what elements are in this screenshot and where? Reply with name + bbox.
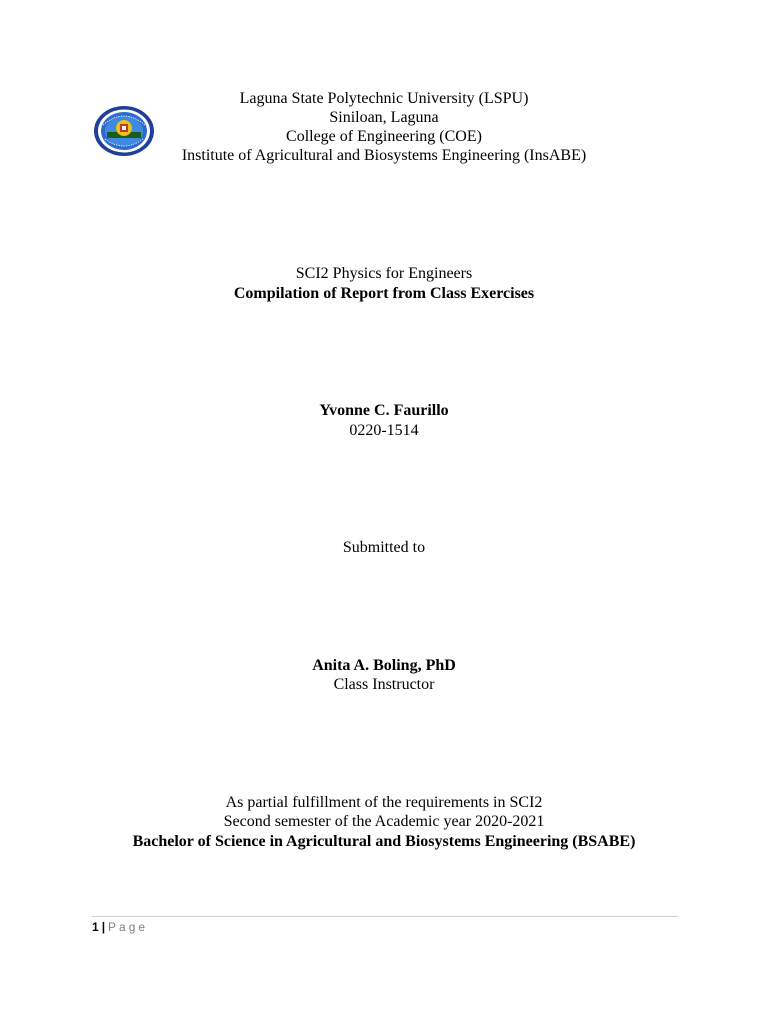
report-title: Compilation of Report from Class Exercises <box>233 285 535 302</box>
fulfillment-statement: As partial fulfillment of the requirements in SCI2 <box>225 794 543 811</box>
instructor-role: Class Instructor <box>333 676 435 693</box>
page-number: 1 <box>92 920 99 934</box>
academic-year: Second semester of the Academic year 2020-2021 <box>223 813 545 830</box>
submitted-to-label: Submitted to <box>342 539 426 556</box>
campus-location: Siniloan, Laguna <box>329 109 439 126</box>
student-id: 0220-1514 <box>349 422 419 439</box>
institute-name: Institute of Agricultural and Biosystems Engineering (InsABE) <box>181 147 587 164</box>
student-name: Yvonne C. Faurillo <box>319 402 449 419</box>
course-title: SCI2 Physics for Engineers <box>295 265 473 282</box>
university-name: Laguna State Polytechnic University (LSPU) <box>239 90 529 107</box>
degree-program: Bachelor of Science in Agricultural and Biosystems Engineering (BSABE) <box>132 833 636 850</box>
page-label: Page <box>108 920 149 934</box>
page-footer <box>92 920 148 935</box>
footer-divider <box>92 916 678 917</box>
college-name: College of Engineering (COE) <box>286 128 482 145</box>
instructor-name: Anita A. Boling, PhD <box>312 657 456 674</box>
footer-separator: | <box>101 920 106 934</box>
